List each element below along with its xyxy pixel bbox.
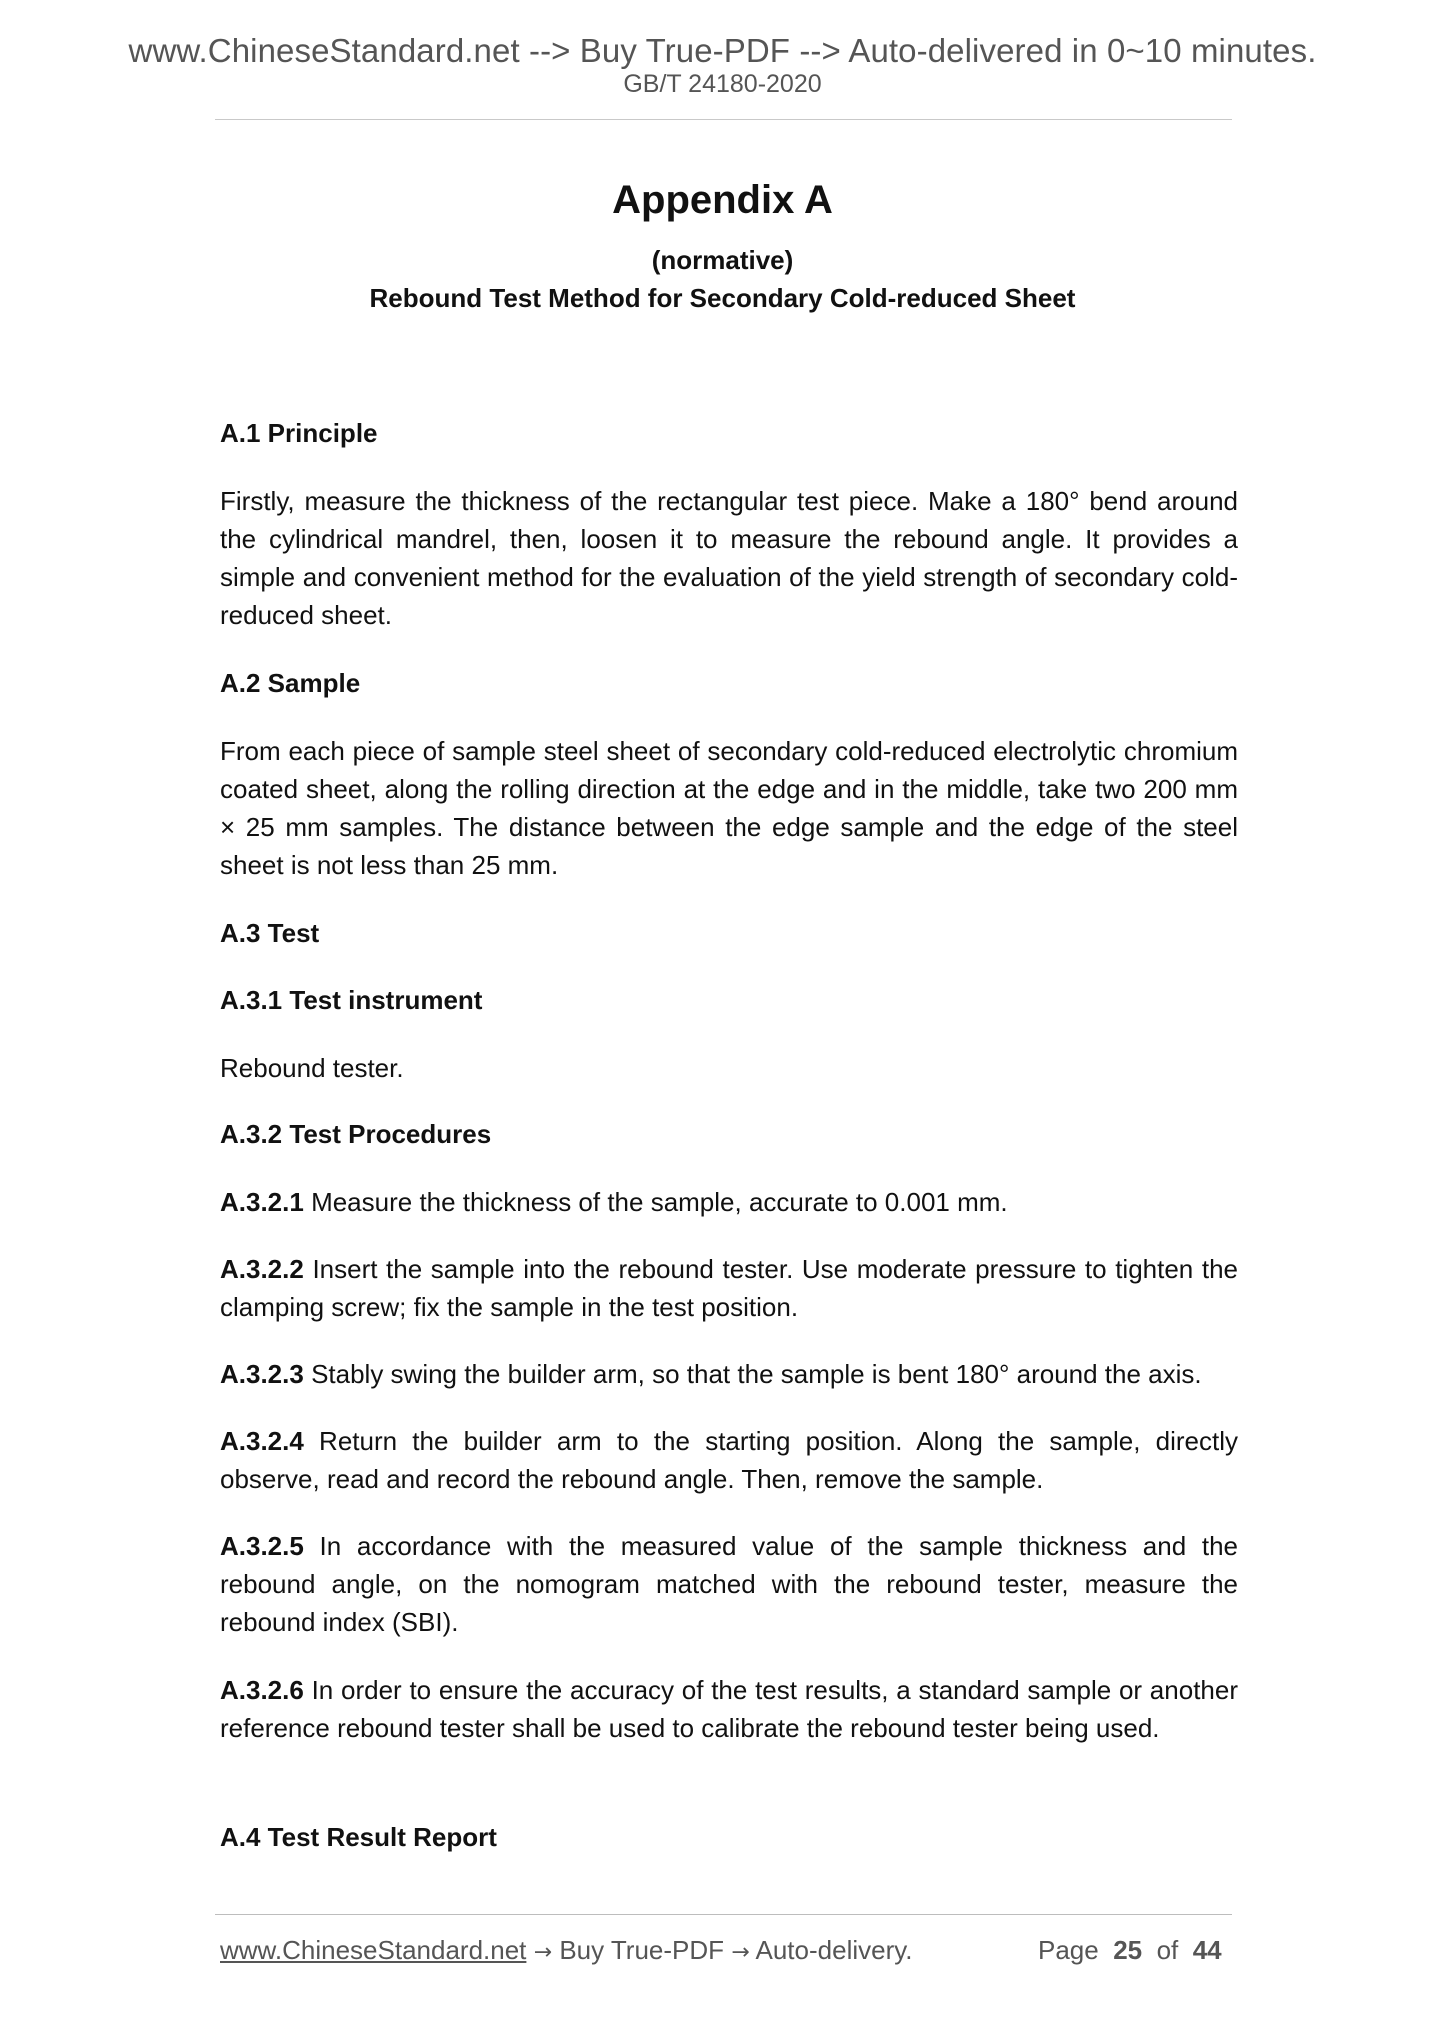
appendix-name: Rebound Test Method for Secondary Cold-reduced Sheet <box>369 283 1076 313</box>
procedure-step <box>220 1355 1238 1393</box>
step-text: Stably swing the builder arm, so that the sample is bent 180° around the axis. <box>311 1359 1202 1389</box>
section-heading-a1: A.1 Principle <box>220 418 378 448</box>
step-number: A.3.2.3 <box>220 1359 304 1389</box>
standard-number: GB/T 24180-2020 <box>623 70 822 98</box>
section-heading-a31: A.3.1 Test instrument <box>220 985 483 1015</box>
page-current: 25 <box>1113 1935 1143 1965</box>
footer-delivery-text: Auto-delivery. <box>755 1935 913 1965</box>
step-text: In accordance with the measured value of the sample thickness and the rebound angle, on the nomogram matched with the rebound tester, measure the rebound index (SBI). <box>220 1531 1238 1637</box>
procedure-step <box>220 1527 1238 1641</box>
page-indicator <box>1038 1935 1222 1966</box>
page-label: Page <box>1038 1935 1099 1965</box>
step-number: A.3.2.4 <box>220 1426 304 1456</box>
step-text: Measure the thickness of the sample, accurate to 0.001 mm. <box>311 1187 1008 1217</box>
right-arrow-icon: → <box>731 1940 750 1965</box>
footer-links <box>220 1935 913 1966</box>
section-body-a31: Rebound tester. <box>220 1053 404 1083</box>
footer-buy-text: Buy True-PDF <box>559 1935 725 1965</box>
section-heading-a3: A.3 Test <box>220 918 320 948</box>
step-text: Return the builder arm to the starting position. Along the sample, directly observe, read and record the rebound angle. Then, remove the sample. <box>220 1426 1238 1494</box>
section-heading-a4: A.4 Test Result Report <box>220 1822 497 1852</box>
step-text: Insert the sample into the rebound tester. Use moderate pressure to tighten the clamping screw; fix the sample in the test position. <box>220 1254 1238 1322</box>
section-body-a2: From each piece of sample steel sheet of secondary cold-reduced electrolytic chromium coated sheet, along the rolling direction at the edge and in the middle, take two 200 mm × 25 mm samples. The distance between the edge sample and the edge of the steel sheet is not less than 25 mm. <box>220 736 1238 880</box>
footer-site-link[interactable]: www.ChineseStandard.net <box>220 1935 527 1965</box>
step-number: A.3.2.2 <box>220 1254 304 1284</box>
right-arrow-icon: → <box>533 1940 553 1965</box>
procedure-step <box>220 1250 1238 1326</box>
procedure-step <box>220 1422 1238 1498</box>
page-of: of <box>1156 1935 1179 1965</box>
step-number: A.3.2.1 <box>220 1187 304 1217</box>
page-total: 44 <box>1192 1935 1222 1965</box>
header-divider <box>215 119 1232 120</box>
section-body-a1: Firstly, measure the thickness of the rectangular test piece. Make a 180° bend around the cylindrical mandrel, then, loosen it to measure the rebound angle. It provides a simple and convenient method for the evaluation of the yield strength of secondary cold-reduced sheet. <box>220 486 1238 630</box>
appendix-title: Appendix A <box>612 178 833 222</box>
appendix-subtitle: (normative) <box>651 245 794 275</box>
step-text: In order to ensure the accuracy of the test results, a standard sample or another reference rebound tester shall be used to calibrate the rebound tester being used. <box>220 1675 1238 1743</box>
procedure-step <box>220 1183 1238 1221</box>
step-number: A.3.2.6 <box>220 1675 304 1705</box>
section-heading-a2: A.2 Sample <box>220 668 361 698</box>
header-banner[interactable]: www.ChineseStandard.net --> Buy True-PDF --> Auto-delivered in 0~10 minutes. <box>128 32 1317 69</box>
step-number: A.3.2.5 <box>220 1531 304 1561</box>
section-heading-a32: A.3.2 Test Procedures <box>220 1119 492 1149</box>
procedure-step <box>220 1671 1238 1747</box>
footer-divider <box>215 1914 1232 1915</box>
